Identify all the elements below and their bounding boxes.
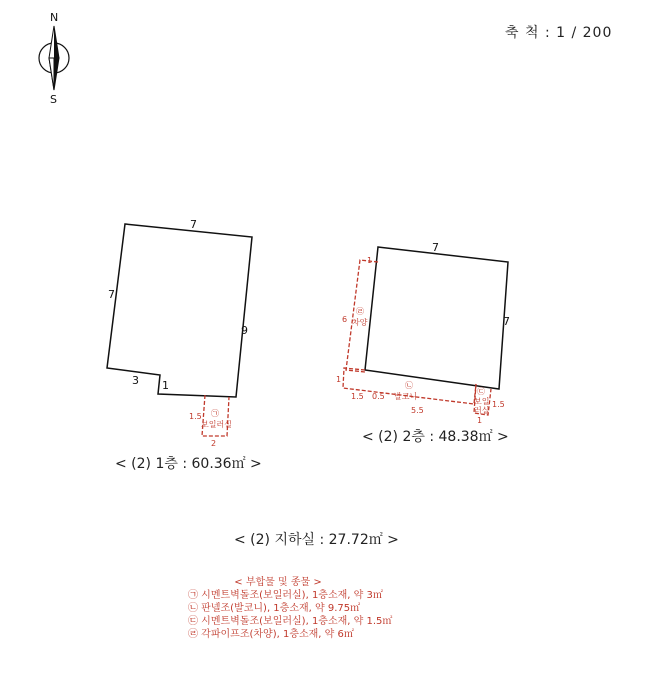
floor1-caption: < (2) 1층 : 60.36㎡ > bbox=[115, 456, 262, 472]
floor1-dim-notch-side: 1 bbox=[162, 379, 169, 392]
floor1-annex-width: 2 bbox=[211, 439, 217, 448]
compass-south-label: S bbox=[50, 93, 57, 106]
legend-item: ㉡ 판넬조(발코니), 1층소재, 약 9.75㎡ bbox=[188, 603, 361, 614]
appurtenance-legend bbox=[188, 576, 428, 641]
floor2-outline bbox=[365, 247, 508, 389]
floor1-dim-right: 9 bbox=[241, 324, 248, 337]
floor2-boiler-name2: 러실 bbox=[474, 406, 490, 415]
compass-north-label: N bbox=[50, 11, 59, 24]
scale-label: 축 척 : 1 / 200 bbox=[505, 25, 613, 41]
basement-caption: < (2) 지하실 : 27.72㎡ > bbox=[234, 532, 399, 548]
floor2-canopy-bottom: 1 bbox=[336, 375, 342, 384]
floor2-boiler-name1: 보일 bbox=[474, 397, 490, 406]
floor2-balcony-name: 발코니 bbox=[394, 392, 418, 401]
floor2-boiler-width: 1 bbox=[477, 416, 483, 425]
floor2-canopy-top: 1 bbox=[367, 256, 373, 265]
floor1-annex-mark: ㉠ bbox=[211, 409, 219, 418]
floor2-canopy-name: 차양 bbox=[352, 318, 368, 327]
compass-icon bbox=[39, 26, 69, 90]
floor2-dim-top: 7 bbox=[432, 241, 439, 254]
floor1-dim-left: 7 bbox=[108, 288, 115, 301]
legend-item: ㉠ 시멘트벽돌조(보일러실), 1층소재, 약 3㎡ bbox=[188, 590, 383, 601]
floor2-dim-right: 7 bbox=[503, 315, 510, 328]
floor2-boiler-depth: 1.5 bbox=[492, 400, 505, 409]
floor2-balcony-b: 0.5 bbox=[372, 392, 385, 401]
floor2-canopy-mark: ㉣ bbox=[356, 307, 364, 316]
legend-title: < 부합물 및 종물 > bbox=[234, 577, 322, 588]
floor2-canopy bbox=[346, 260, 378, 372]
floor1-outline bbox=[107, 224, 252, 397]
floor1-annex-name: 보일러실 bbox=[201, 420, 232, 429]
legend-item: ㉣ 각파이프조(차양), 1층소재, 약 6㎡ bbox=[188, 629, 354, 640]
floor1-dim-notch-bottom: 3 bbox=[132, 374, 139, 387]
legend-item: ㉢ 시멘트벽돌조(보일러실), 1층소재, 약 1.5㎡ bbox=[188, 616, 393, 627]
floor2-canopy-length: 6 bbox=[342, 315, 348, 324]
floor2-balcony-c: 5.5 bbox=[411, 406, 424, 415]
floor1-annex-depth: 1.5 bbox=[189, 412, 202, 421]
floor1-dim-top: 7 bbox=[190, 218, 197, 231]
floor2-caption: < (2) 2층 : 48.38㎡ > bbox=[362, 429, 509, 445]
floor2-balcony-mark: ㉡ bbox=[405, 381, 413, 390]
floor2-boiler-mark: ㉢ bbox=[477, 387, 485, 396]
floor2-balcony-a: 1.5 bbox=[351, 392, 364, 401]
